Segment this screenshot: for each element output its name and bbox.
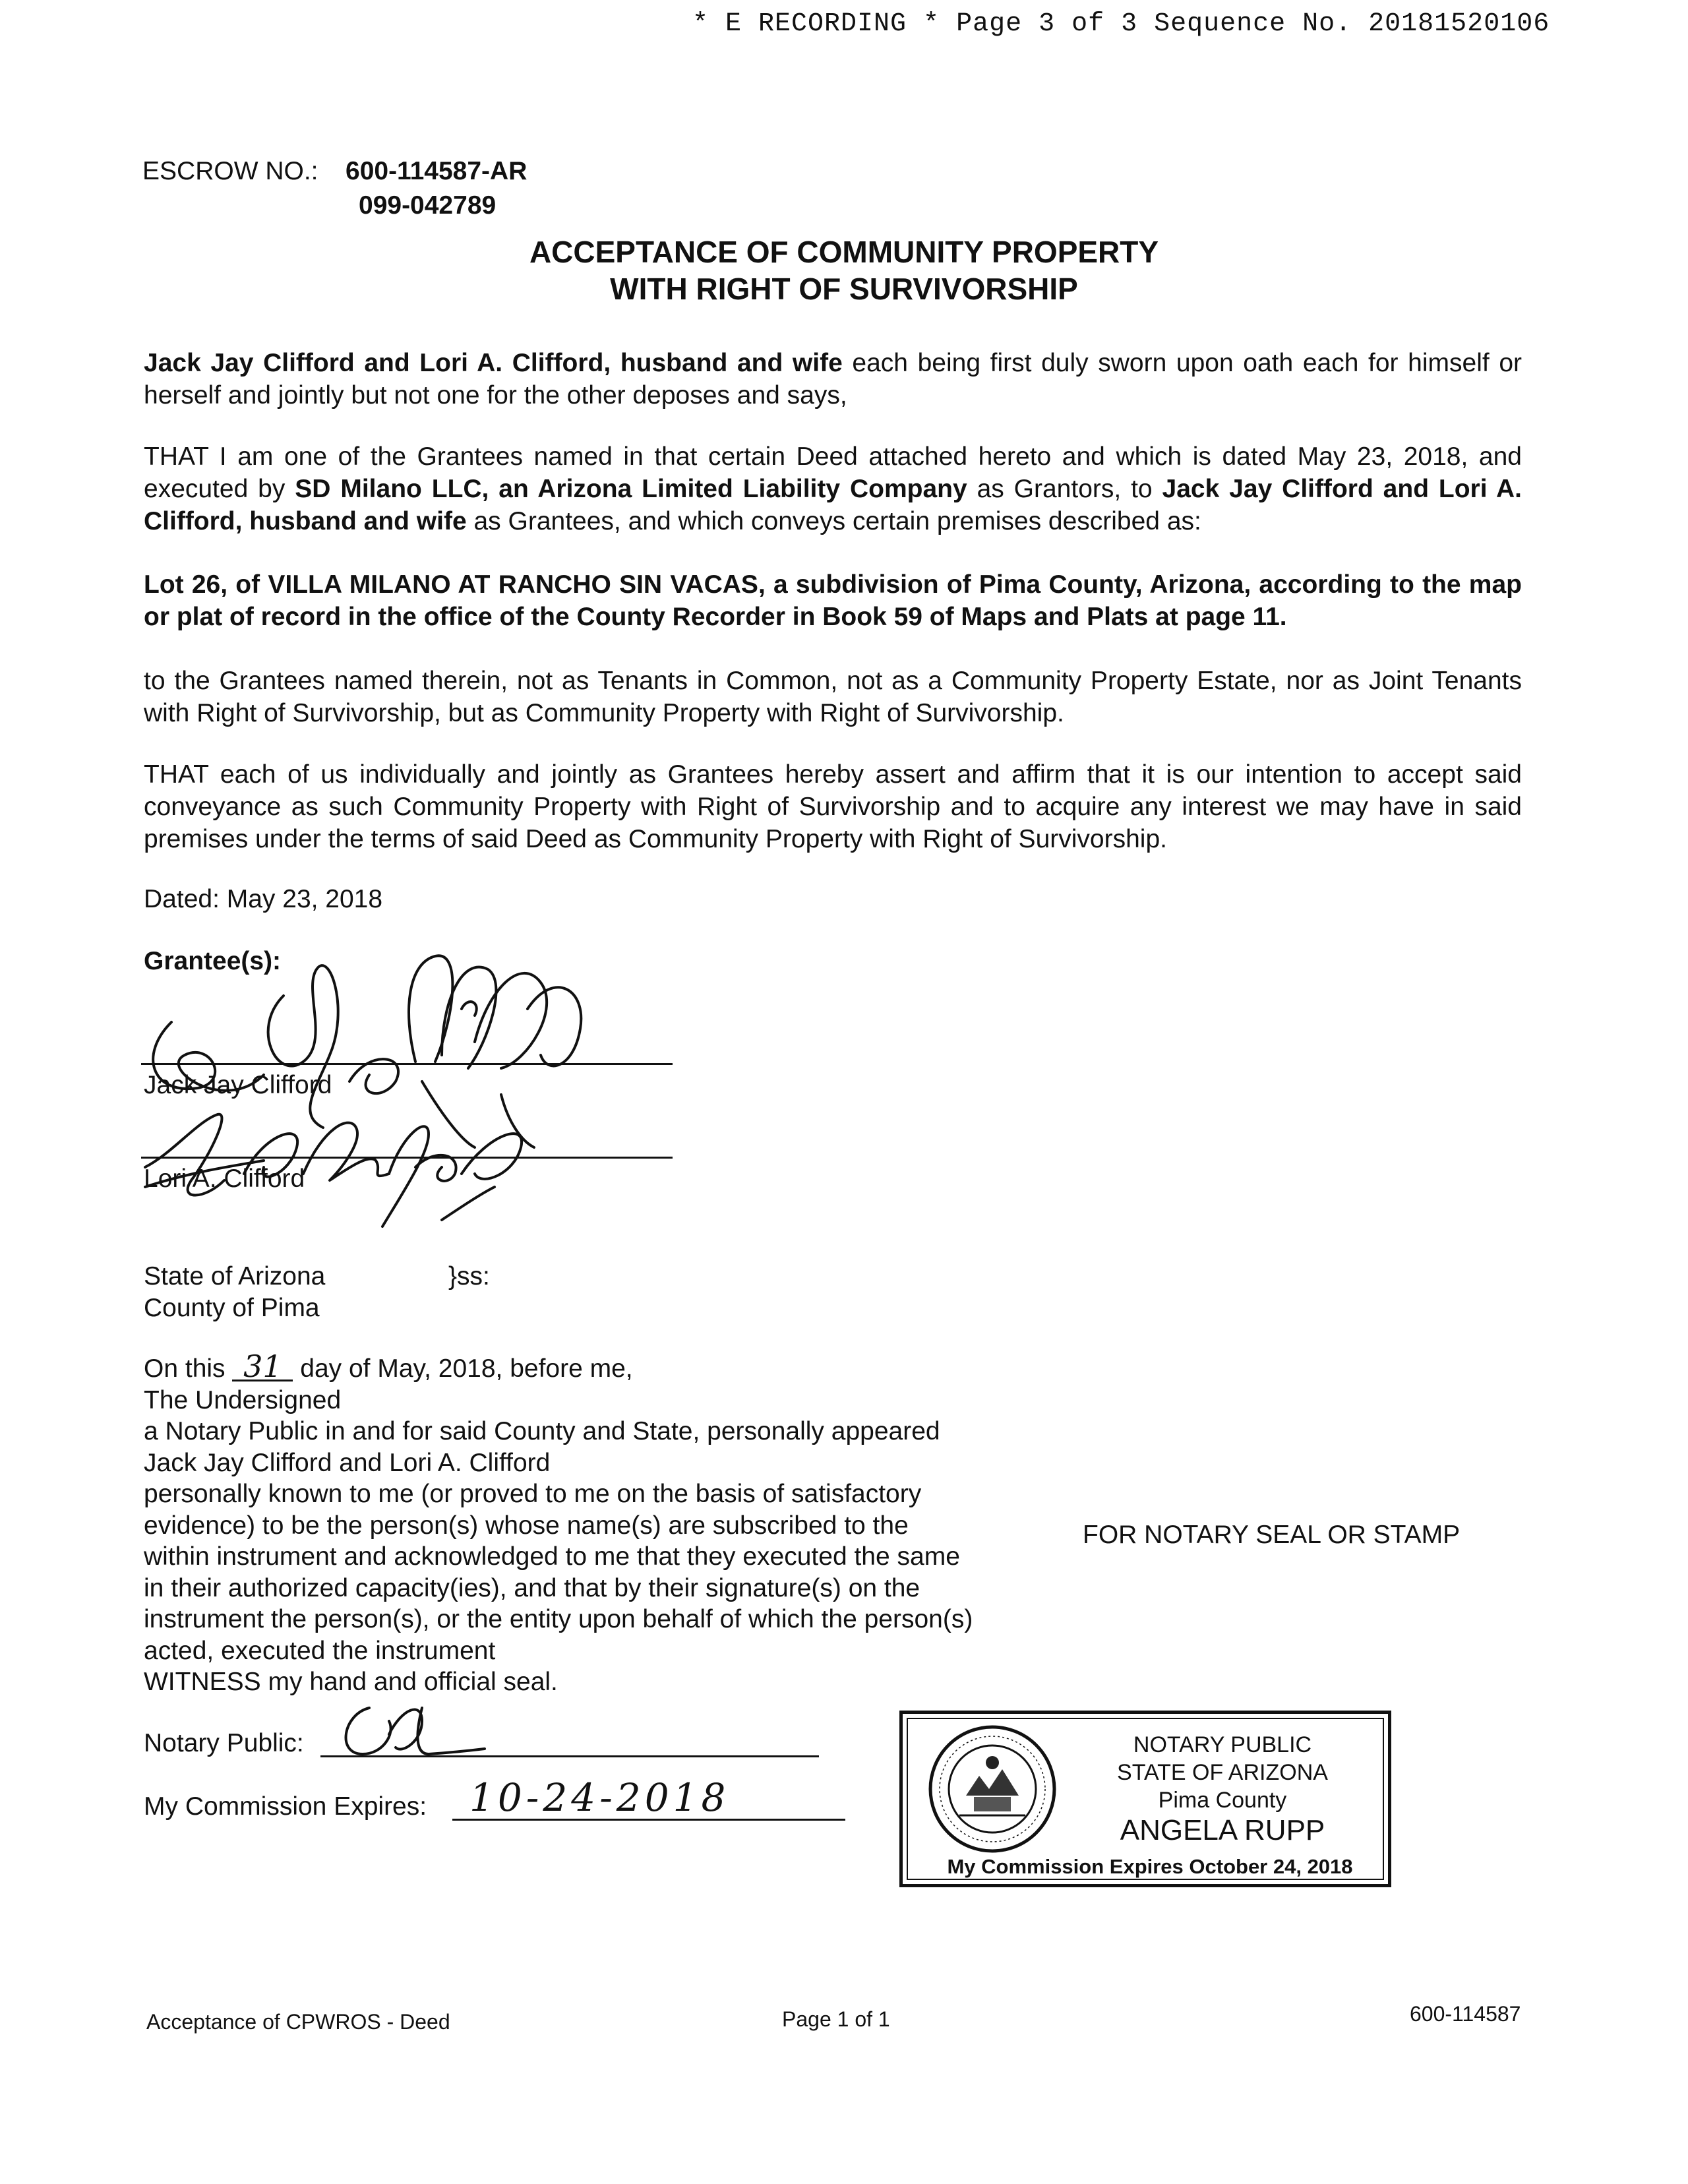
commission-expires-label: My Commission Expires: (144, 1792, 427, 1821)
venue-county: County of Pima (144, 1294, 320, 1322)
seal-placeholder-label: FOR NOTARY SEAL OR STAMP (1083, 1521, 1461, 1549)
grantee-names: Jack Jay Clifford and Lori A. Clifford, husband and wife (144, 349, 843, 377)
document-title (369, 233, 1319, 307)
ack-line: acted, executed the instrument (144, 1636, 496, 1665)
stamp-commission: My Commission Expires October 24, 2018 (947, 1855, 1353, 1878)
deed-text-1: THAT I am one of the Grantees named in that certain Deed attached hereto and which is dated May 23, 2018, and executed by (144, 442, 1522, 503)
ack-line: in their authorized capacity(ies), and that by their signature(s) on the (144, 1573, 920, 1602)
recording-header: * E RECORDING * Page 3 of 3 Sequence No. 20181520106 (692, 9, 1550, 39)
ack-line: evidence) to be the person(s) whose name(s) are subscribed to the (144, 1511, 909, 1540)
ack-line: The Undersigned (144, 1385, 342, 1414)
ack-line: within instrument and acknowledged to me that they executed the same (144, 1542, 960, 1571)
arizona-seal-icon (926, 1723, 1058, 1855)
footer-left: Acceptance of CPWROS - Deed (146, 2010, 450, 2034)
ack-line: WITNESS my hand and official seal. (144, 1668, 558, 1696)
stamp-county: Pima County (1158, 1788, 1287, 1813)
venue-ss: }ss: (448, 1262, 490, 1290)
dated-line: Dated: May 23, 2018 (144, 885, 383, 913)
notary-signature (330, 1695, 488, 1767)
notary-acknowledgment (144, 1349, 1067, 1698)
ack-line: instrument the person(s), or the entity upon behalf of which the person(s) (144, 1605, 973, 1633)
venue-state: State of Arizona (144, 1262, 326, 1290)
deed-text-3: as Grantees, and which conveys certain premises described as: (466, 507, 1201, 535)
signer-name-jack: Jack Jay Clifford (144, 1071, 332, 1099)
stamp-title: NOTARY PUBLIC (1133, 1732, 1312, 1757)
ack-on-this: On this (144, 1354, 226, 1383)
paragraph-affirmation: THAT each of us individually and jointly as Grantees hereby assert and affirm that it is our intention to accept said conveyance as such Community Property with Right of Survivorship and to acquire any interest we may have in said premises under the terms of said Deed as Community Property with Right of Survivorship. (144, 760, 1522, 853)
paragraph-tenancy: to the Grantees named therein, not as Tenants in Common, not as a Community Property Estate, nor as Joint Tenants with Right of Survivorship, but as Community Property with Right of Survivorship. (144, 667, 1522, 727)
footer-right: 600-114587 (1410, 2002, 1521, 2026)
title-line-2: WITH RIGHT OF SURVIVORSHIP (610, 272, 1078, 306)
ack-day-blank: 31 (232, 1353, 293, 1381)
deed-text-2: as Grantors, to (967, 475, 1162, 503)
ack-first-line (144, 1349, 1067, 1385)
escrow-number: 600-114587-AR (346, 157, 528, 185)
paragraph-deposition (144, 347, 1522, 411)
ack-line: personally known to me (or proved to me on the basis of satisfactory (144, 1480, 922, 1508)
signer-name-lori: Lori A. Clifford (144, 1165, 305, 1193)
stamp-state: STATE OF ARIZONA (1117, 1760, 1328, 1785)
footer-page: Page 1 of 1 (782, 2007, 890, 2031)
escrow-number-secondary: 099-042789 (359, 191, 497, 220)
ack-day-rest: day of May, 2018, before me, (300, 1354, 633, 1383)
deposition-text: each being first duly sworn upon oath each for himself or herself and jointly but not one for the other deposes and says, (144, 349, 1522, 410)
stamp-text (1068, 1731, 1377, 1847)
grantee-names-2: Jack Jay Clifford and Lori A. Clifford, husband and wife (144, 475, 1522, 535)
notary-stamp (899, 1711, 1391, 1887)
signature-lori (132, 1095, 541, 1240)
escrow-label: ESCROW NO.: (142, 157, 318, 185)
commission-expires-handwritten: 10-24-2018 (469, 1775, 730, 1820)
ack-line: Jack Jay Clifford and Lori A. Clifford (144, 1448, 551, 1477)
notary-public-label: Notary Public: (144, 1729, 304, 1757)
grantees-label: Grantee(s): (144, 947, 282, 975)
legal-description: Lot 26, of VILLA MILANO AT RANCHO SIN VACAS, a subdivision of Pima County, Arizona, according to the map or plat of record in the office of the County Recorder in Book 59 of Maps and Plats at page 11. (144, 570, 1522, 631)
title-line-1: ACCEPTANCE OF COMMUNITY PROPERTY (529, 235, 1159, 269)
paragraph-deed-reference (144, 440, 1522, 537)
ack-line: a Notary Public in and for said County and State, personally appeared (144, 1417, 940, 1445)
stamp-notary-name: ANGELA RUPP (1120, 1814, 1325, 1846)
grantor-name: SD Milano LLC, an Arizona Limited Liability Company (295, 475, 967, 503)
